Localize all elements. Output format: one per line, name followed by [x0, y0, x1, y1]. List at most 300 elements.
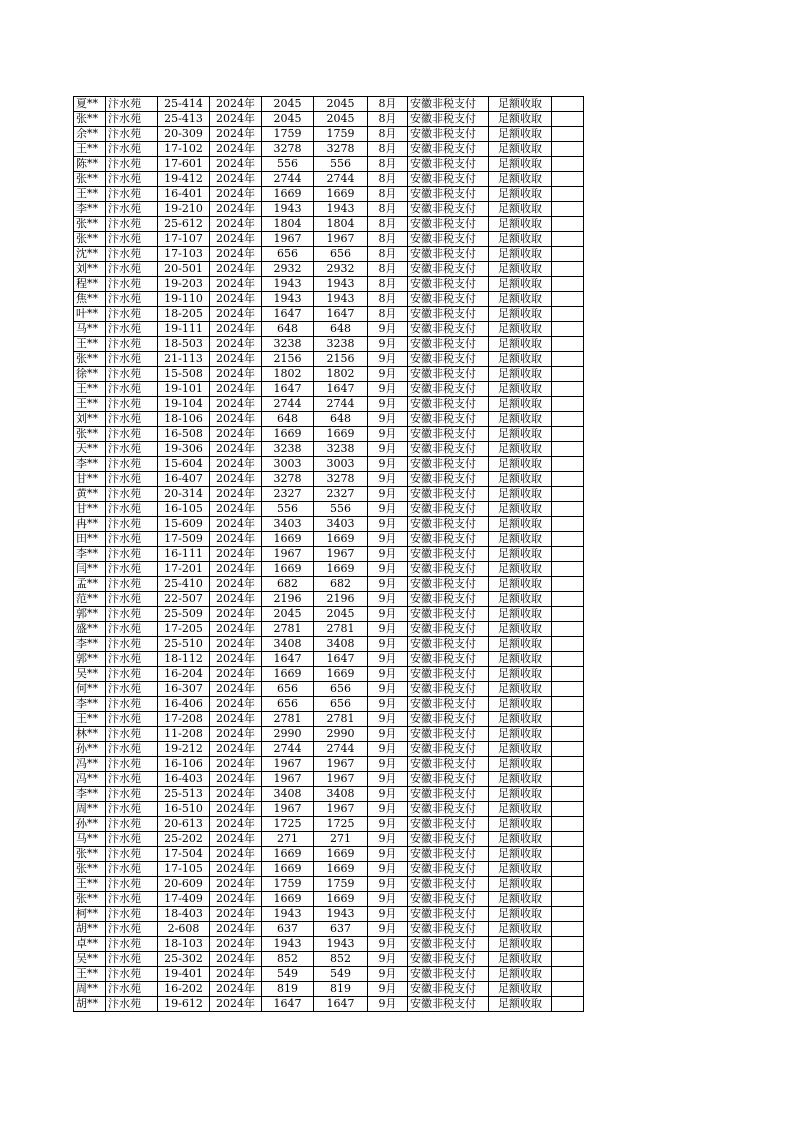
year-cell: 2024年	[210, 337, 262, 352]
month-cell: 8月	[368, 97, 408, 112]
community-cell: 汴水苑	[106, 967, 158, 982]
payment-method-cell: 安徽非税支付	[408, 97, 489, 112]
amount-due-cell: 2744	[262, 172, 314, 187]
status-cell: 足额收取	[489, 142, 552, 157]
blank-cell	[552, 457, 584, 472]
unit-number-cell: 18-112	[158, 652, 210, 667]
community-cell: 汴水苑	[106, 637, 158, 652]
month-cell: 9月	[368, 487, 408, 502]
blank-cell	[552, 517, 584, 532]
table-row	[74, 667, 584, 682]
month-cell: 8月	[368, 307, 408, 322]
payer-name-cell: 焦**	[74, 292, 106, 307]
amount-paid-cell: 3278	[314, 472, 368, 487]
month-cell: 9月	[368, 577, 408, 592]
year-cell: 2024年	[210, 697, 262, 712]
amount-due-cell: 1669	[262, 427, 314, 442]
payment-method-cell: 安徽非税支付	[408, 307, 489, 322]
year-cell: 2024年	[210, 232, 262, 247]
status-cell: 足额收取	[489, 322, 552, 337]
table-row	[74, 892, 584, 907]
year-cell: 2024年	[210, 892, 262, 907]
table-row	[74, 937, 584, 952]
blank-cell	[552, 847, 584, 862]
table-row	[74, 817, 584, 832]
amount-due-cell: 2781	[262, 622, 314, 637]
unit-number-cell: 16-406	[158, 697, 210, 712]
payment-method-cell: 安徽非税支付	[408, 727, 489, 742]
payment-method-cell: 安徽非税支付	[408, 577, 489, 592]
status-cell: 足额收取	[489, 547, 552, 562]
community-cell: 汴水苑	[106, 727, 158, 742]
unit-number-cell: 16-111	[158, 547, 210, 562]
status-cell: 足额收取	[489, 697, 552, 712]
amount-due-cell: 556	[262, 502, 314, 517]
amount-paid-cell: 3408	[314, 787, 368, 802]
amount-paid-cell: 1669	[314, 892, 368, 907]
year-cell: 2024年	[210, 547, 262, 562]
month-cell: 8月	[368, 277, 408, 292]
status-cell: 足额收取	[489, 112, 552, 127]
month-cell: 9月	[368, 442, 408, 457]
year-cell: 2024年	[210, 307, 262, 322]
status-cell: 足额收取	[489, 382, 552, 397]
community-cell: 汴水苑	[106, 862, 158, 877]
month-cell: 9月	[368, 862, 408, 877]
blank-cell	[552, 862, 584, 877]
year-cell: 2024年	[210, 397, 262, 412]
table-row	[74, 337, 584, 352]
payer-name-cell: 王**	[74, 142, 106, 157]
table-row	[74, 247, 584, 262]
table-row	[74, 307, 584, 322]
unit-number-cell: 17-105	[158, 862, 210, 877]
status-cell: 足额收取	[489, 517, 552, 532]
status-cell: 足额收取	[489, 652, 552, 667]
status-cell: 足额收取	[489, 967, 552, 982]
unit-number-cell: 17-208	[158, 712, 210, 727]
blank-cell	[552, 667, 584, 682]
year-cell: 2024年	[210, 202, 262, 217]
community-cell: 汴水苑	[106, 487, 158, 502]
payer-name-cell: 冯**	[74, 757, 106, 772]
unit-number-cell: 16-307	[158, 682, 210, 697]
amount-due-cell: 1759	[262, 877, 314, 892]
payment-method-cell: 安徽非税支付	[408, 922, 489, 937]
table-row	[74, 487, 584, 502]
payment-method-cell: 安徽非税支付	[408, 667, 489, 682]
payer-name-cell: 闫**	[74, 562, 106, 577]
amount-paid-cell: 648	[314, 412, 368, 427]
year-cell: 2024年	[210, 712, 262, 727]
amount-paid-cell: 2781	[314, 622, 368, 637]
amount-due-cell: 1943	[262, 907, 314, 922]
amount-due-cell: 1647	[262, 382, 314, 397]
table-row	[74, 952, 584, 967]
year-cell: 2024年	[210, 877, 262, 892]
unit-number-cell: 19-412	[158, 172, 210, 187]
payment-method-cell: 安徽非税支付	[408, 607, 489, 622]
month-cell: 9月	[368, 607, 408, 622]
blank-cell	[552, 682, 584, 697]
payer-name-cell: 张**	[74, 112, 106, 127]
blank-cell	[552, 607, 584, 622]
status-cell: 足额收取	[489, 877, 552, 892]
status-cell: 足额收取	[489, 217, 552, 232]
blank-cell	[552, 547, 584, 562]
unit-number-cell: 19-104	[158, 397, 210, 412]
table-row	[74, 352, 584, 367]
table-row	[74, 772, 584, 787]
payment-method-cell: 安徽非税支付	[408, 682, 489, 697]
amount-due-cell: 637	[262, 922, 314, 937]
amount-paid-cell: 2744	[314, 397, 368, 412]
community-cell: 汴水苑	[106, 592, 158, 607]
payment-method-cell: 安徽非税支付	[408, 517, 489, 532]
month-cell: 9月	[368, 712, 408, 727]
table-row	[74, 457, 584, 472]
payer-name-cell: 吴**	[74, 952, 106, 967]
year-cell: 2024年	[210, 967, 262, 982]
amount-due-cell: 2196	[262, 592, 314, 607]
amount-paid-cell: 2744	[314, 172, 368, 187]
year-cell: 2024年	[210, 472, 262, 487]
community-cell: 汴水苑	[106, 442, 158, 457]
community-cell: 汴水苑	[106, 697, 158, 712]
amount-paid-cell: 1759	[314, 877, 368, 892]
blank-cell	[552, 877, 584, 892]
community-cell: 汴水苑	[106, 652, 158, 667]
amount-paid-cell: 1802	[314, 367, 368, 382]
community-cell: 汴水苑	[106, 112, 158, 127]
table-row	[74, 982, 584, 997]
year-cell: 2024年	[210, 607, 262, 622]
month-cell: 9月	[368, 667, 408, 682]
community-cell: 汴水苑	[106, 892, 158, 907]
payer-name-cell: 余**	[74, 127, 106, 142]
status-cell: 足额收取	[489, 637, 552, 652]
month-cell: 9月	[368, 877, 408, 892]
table-row	[74, 787, 584, 802]
community-cell: 汴水苑	[106, 412, 158, 427]
blank-cell	[552, 937, 584, 952]
table-row	[74, 397, 584, 412]
year-cell: 2024年	[210, 997, 262, 1012]
community-cell: 汴水苑	[106, 607, 158, 622]
community-cell: 汴水苑	[106, 952, 158, 967]
year-cell: 2024年	[210, 247, 262, 262]
blank-cell	[552, 337, 584, 352]
table-row	[74, 832, 584, 847]
status-cell: 足额收取	[489, 292, 552, 307]
amount-paid-cell: 682	[314, 577, 368, 592]
payer-name-cell: 周**	[74, 802, 106, 817]
unit-number-cell: 19-306	[158, 442, 210, 457]
payment-method-cell: 安徽非税支付	[408, 442, 489, 457]
amount-paid-cell: 556	[314, 502, 368, 517]
table-row	[74, 217, 584, 232]
amount-paid-cell: 549	[314, 967, 368, 982]
table-row	[74, 472, 584, 487]
blank-cell	[552, 142, 584, 157]
blank-cell	[552, 322, 584, 337]
table-row	[74, 637, 584, 652]
unit-number-cell: 25-612	[158, 217, 210, 232]
amount-paid-cell: 271	[314, 832, 368, 847]
status-cell: 足额收取	[489, 667, 552, 682]
table-row	[74, 697, 584, 712]
table-row	[74, 847, 584, 862]
community-cell: 汴水苑	[106, 127, 158, 142]
amount-due-cell: 1759	[262, 127, 314, 142]
blank-cell	[552, 472, 584, 487]
amount-due-cell: 2045	[262, 97, 314, 112]
amount-due-cell: 3403	[262, 517, 314, 532]
payer-name-cell: 吴**	[74, 667, 106, 682]
community-cell: 汴水苑	[106, 187, 158, 202]
unit-number-cell: 15-609	[158, 517, 210, 532]
month-cell: 9月	[368, 832, 408, 847]
amount-due-cell: 1647	[262, 652, 314, 667]
community-cell: 汴水苑	[106, 562, 158, 577]
status-cell: 足额收取	[489, 952, 552, 967]
payer-name-cell: 夏**	[74, 97, 106, 112]
year-cell: 2024年	[210, 937, 262, 952]
status-cell: 足额收取	[489, 757, 552, 772]
amount-due-cell: 682	[262, 577, 314, 592]
year-cell: 2024年	[210, 727, 262, 742]
payment-method-cell: 安徽非税支付	[408, 892, 489, 907]
table-row	[74, 412, 584, 427]
year-cell: 2024年	[210, 802, 262, 817]
amount-paid-cell: 1967	[314, 232, 368, 247]
amount-paid-cell: 1725	[314, 817, 368, 832]
month-cell: 9月	[368, 592, 408, 607]
amount-due-cell: 1669	[262, 667, 314, 682]
payment-method-cell: 安徽非税支付	[408, 292, 489, 307]
month-cell: 8月	[368, 127, 408, 142]
year-cell: 2024年	[210, 532, 262, 547]
month-cell: 9月	[368, 982, 408, 997]
unit-number-cell: 20-501	[158, 262, 210, 277]
year-cell: 2024年	[210, 277, 262, 292]
amount-due-cell: 648	[262, 412, 314, 427]
amount-due-cell: 852	[262, 952, 314, 967]
amount-paid-cell: 819	[314, 982, 368, 997]
community-cell: 汴水苑	[106, 712, 158, 727]
unit-number-cell: 19-401	[158, 967, 210, 982]
amount-paid-cell: 556	[314, 157, 368, 172]
month-cell: 9月	[368, 787, 408, 802]
community-cell: 汴水苑	[106, 427, 158, 442]
table-row	[74, 577, 584, 592]
unit-number-cell: 18-503	[158, 337, 210, 352]
amount-paid-cell: 2990	[314, 727, 368, 742]
blank-cell	[552, 892, 584, 907]
payment-method-cell: 安徽非税支付	[408, 877, 489, 892]
payer-name-cell: 郭**	[74, 652, 106, 667]
status-cell: 足额收取	[489, 982, 552, 997]
month-cell: 9月	[368, 907, 408, 922]
table-row	[74, 97, 584, 112]
payment-method-cell: 安徽非税支付	[408, 592, 489, 607]
payment-method-cell: 安徽非税支付	[408, 562, 489, 577]
year-cell: 2024年	[210, 442, 262, 457]
community-cell: 汴水苑	[106, 847, 158, 862]
unit-number-cell: 16-510	[158, 802, 210, 817]
year-cell: 2024年	[210, 757, 262, 772]
year-cell: 2024年	[210, 652, 262, 667]
year-cell: 2024年	[210, 157, 262, 172]
payment-method-cell: 安徽非税支付	[408, 832, 489, 847]
payer-name-cell: 孙**	[74, 742, 106, 757]
community-cell: 汴水苑	[106, 742, 158, 757]
payment-method-cell: 安徽非税支付	[408, 322, 489, 337]
unit-number-cell: 17-201	[158, 562, 210, 577]
unit-number-cell: 16-407	[158, 472, 210, 487]
payment-method-cell: 安徽非税支付	[408, 247, 489, 262]
table-row	[74, 862, 584, 877]
status-cell: 足额收取	[489, 247, 552, 262]
amount-paid-cell: 3238	[314, 442, 368, 457]
payment-method-cell: 安徽非税支付	[408, 202, 489, 217]
month-cell: 9月	[368, 367, 408, 382]
amount-due-cell: 656	[262, 697, 314, 712]
unit-number-cell: 16-202	[158, 982, 210, 997]
status-cell: 足额收取	[489, 502, 552, 517]
unit-number-cell: 20-309	[158, 127, 210, 142]
month-cell: 9月	[368, 622, 408, 637]
amount-paid-cell: 1967	[314, 772, 368, 787]
month-cell: 9月	[368, 727, 408, 742]
amount-due-cell: 1943	[262, 937, 314, 952]
payer-name-cell: 程**	[74, 277, 106, 292]
payer-name-cell: 沈**	[74, 247, 106, 262]
payment-method-cell: 安徽非税支付	[408, 742, 489, 757]
table-row	[74, 652, 584, 667]
amount-due-cell: 3408	[262, 787, 314, 802]
payer-name-cell: 张**	[74, 847, 106, 862]
amount-due-cell: 556	[262, 157, 314, 172]
unit-number-cell: 25-510	[158, 637, 210, 652]
payer-name-cell: 张**	[74, 172, 106, 187]
month-cell: 9月	[368, 937, 408, 952]
payment-method-cell: 安徽非税支付	[408, 172, 489, 187]
blank-cell	[552, 157, 584, 172]
unit-number-cell: 20-613	[158, 817, 210, 832]
amount-due-cell: 3238	[262, 337, 314, 352]
community-cell: 汴水苑	[106, 877, 158, 892]
unit-number-cell: 19-203	[158, 277, 210, 292]
community-cell: 汴水苑	[106, 667, 158, 682]
payer-name-cell: 冉**	[74, 517, 106, 532]
payer-name-cell: 李**	[74, 787, 106, 802]
blank-cell	[552, 997, 584, 1012]
amount-paid-cell: 1943	[314, 937, 368, 952]
table-row	[74, 562, 584, 577]
year-cell: 2024年	[210, 382, 262, 397]
blank-cell	[552, 127, 584, 142]
blank-cell	[552, 247, 584, 262]
community-cell: 汴水苑	[106, 142, 158, 157]
unit-number-cell: 18-205	[158, 307, 210, 322]
table-row	[74, 112, 584, 127]
unit-number-cell: 17-409	[158, 892, 210, 907]
year-cell: 2024年	[210, 142, 262, 157]
payer-name-cell: 刘**	[74, 262, 106, 277]
amount-paid-cell: 1759	[314, 127, 368, 142]
payment-method-cell: 安徽非税支付	[408, 862, 489, 877]
blank-cell	[552, 832, 584, 847]
amount-due-cell: 1669	[262, 187, 314, 202]
status-cell: 足额收取	[489, 817, 552, 832]
amount-due-cell: 2744	[262, 742, 314, 757]
payer-name-cell: 林**	[74, 727, 106, 742]
payment-method-cell: 安徽非税支付	[408, 502, 489, 517]
amount-paid-cell: 656	[314, 682, 368, 697]
community-cell: 汴水苑	[106, 232, 158, 247]
status-cell: 足额收取	[489, 742, 552, 757]
amount-paid-cell: 1669	[314, 427, 368, 442]
year-cell: 2024年	[210, 817, 262, 832]
blank-cell	[552, 787, 584, 802]
status-cell: 足额收取	[489, 622, 552, 637]
amount-paid-cell: 1669	[314, 847, 368, 862]
year-cell: 2024年	[210, 577, 262, 592]
amount-paid-cell: 2932	[314, 262, 368, 277]
table-row	[74, 682, 584, 697]
unit-number-cell: 16-403	[158, 772, 210, 787]
blank-cell	[552, 412, 584, 427]
month-cell: 8月	[368, 187, 408, 202]
status-cell: 足额收取	[489, 997, 552, 1012]
community-cell: 汴水苑	[106, 367, 158, 382]
payer-name-cell: 张**	[74, 892, 106, 907]
blank-cell	[552, 367, 584, 382]
amount-due-cell: 1967	[262, 802, 314, 817]
amount-due-cell: 1804	[262, 217, 314, 232]
amount-paid-cell: 656	[314, 247, 368, 262]
unit-number-cell: 17-107	[158, 232, 210, 247]
payment-method-cell: 安徽非税支付	[408, 982, 489, 997]
amount-due-cell: 2781	[262, 712, 314, 727]
community-cell: 汴水苑	[106, 157, 158, 172]
payer-name-cell: 王**	[74, 967, 106, 982]
blank-cell	[552, 772, 584, 787]
table-row	[74, 157, 584, 172]
status-cell: 足额收取	[489, 202, 552, 217]
payment-method-cell: 安徽非税支付	[408, 907, 489, 922]
status-cell: 足额收取	[489, 787, 552, 802]
year-cell: 2024年	[210, 427, 262, 442]
unit-number-cell: 16-401	[158, 187, 210, 202]
payment-method-cell: 安徽非税支付	[408, 757, 489, 772]
amount-paid-cell: 1943	[314, 202, 368, 217]
unit-number-cell: 25-302	[158, 952, 210, 967]
status-cell: 足额收取	[489, 607, 552, 622]
community-cell: 汴水苑	[106, 787, 158, 802]
amount-due-cell: 648	[262, 322, 314, 337]
year-cell: 2024年	[210, 187, 262, 202]
unit-number-cell: 16-105	[158, 502, 210, 517]
blank-cell	[552, 982, 584, 997]
month-cell: 8月	[368, 112, 408, 127]
table-row	[74, 277, 584, 292]
unit-number-cell: 16-204	[158, 667, 210, 682]
status-cell: 足额收取	[489, 307, 552, 322]
table-row	[74, 322, 584, 337]
blank-cell	[552, 487, 584, 502]
